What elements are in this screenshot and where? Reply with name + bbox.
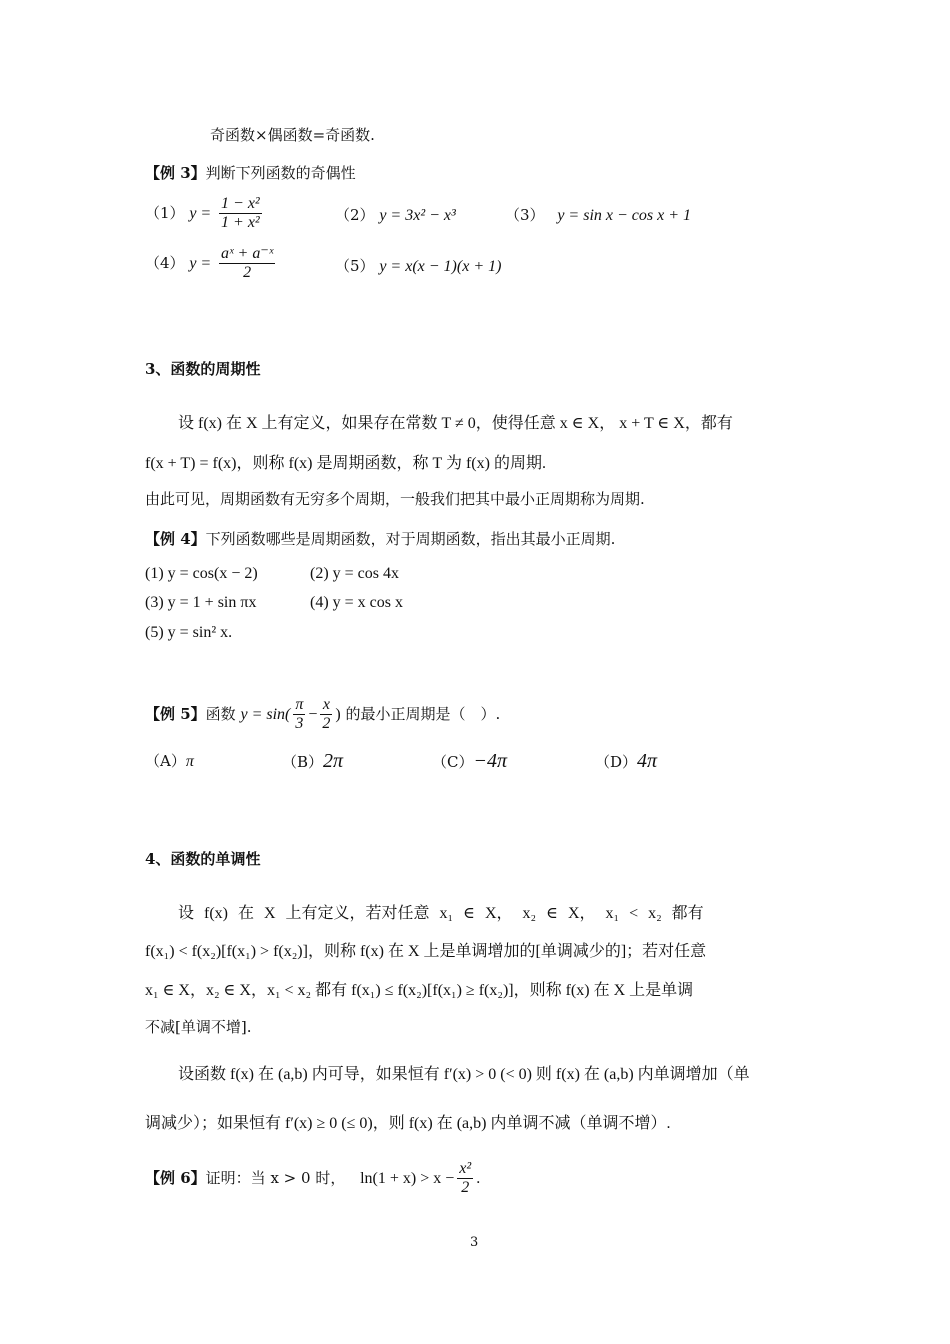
example-4-heading xyxy=(145,528,615,549)
intro-line: 奇函数×偶函数=奇函数. xyxy=(210,126,375,144)
example-4-item-2: (2) y = cos 4x xyxy=(310,565,400,582)
monotonicity-line-1: 设 f(x) 在 X 上有定义，若对任意 x₁ ∈ X， x₂ ∈ X， x₁ < x₂ 都有 xyxy=(178,905,704,922)
derivative-criterion-line-1: 设函数 f(x) 在 (a,b) 内可导，如果恒有 f′(x) > 0 (< 0) 则 f(x) 在 (a,b) 内单调增加（单 xyxy=(178,1066,750,1083)
example-4-prompt: 下列函数哪些是周期函数，对于周期函数，指出其最小正周期. xyxy=(205,530,616,548)
section-3-heading: 3、函数的周期性 xyxy=(145,360,261,378)
example-4-item-1: (1) y = cos(x − 2) xyxy=(145,565,258,582)
example-3-item-2: （2） y = 3x² − x³ xyxy=(335,206,456,224)
example-3-item-3: （3） y = sin x − cos x + 1 xyxy=(505,206,692,224)
monotonicity-line-3: x₁ ∈ X，x₂ ∈ X，x₁ < x₂ 都有 f(x₁) ≤ f(x₂)[f(x₁) ≥ f(x₂)]，则称 f(x) 在 X 上是单调 xyxy=(145,982,694,999)
page-number: 3 xyxy=(470,1235,479,1250)
fraction: $\frac{\text{aˣ + a⁻ˣ}}{2}$ xyxy=(221,245,274,282)
example-3-item-5: （5） y = x(x − 1)(x + 1) xyxy=(335,257,502,275)
example-3-item-1: （1） y = $\frac{\text{1 − x²}}{\text{1 + x²}}$ xyxy=(145,195,260,232)
derivative-criterion-line-2: 调减少）；如果恒有 f′(x) ≥ 0 (≤ 0)，则 f(x) 在 (a,b) 内单调不减（单调不增）. xyxy=(145,1115,671,1132)
example-4-item-5: (5) y = sin² x. xyxy=(145,624,233,641)
fraction: $\frac{\pi}{3}$ xyxy=(295,696,304,733)
example-4-label: 【例 4】 xyxy=(145,530,206,548)
example-5-label: 【例 5】 xyxy=(145,704,206,723)
option-a: （A）π xyxy=(145,752,194,770)
example-3-heading xyxy=(145,162,356,183)
monotonicity-line-4: 不减[单调不增]. xyxy=(145,1018,252,1036)
example-6-label: 【例 6】 xyxy=(145,1168,206,1187)
fraction: $\frac{\text{x²}}{2}$ xyxy=(459,1160,472,1197)
fraction: $\frac{\text{1 − x²}}{\text{1 + x²}}$ xyxy=(221,195,260,232)
monotonicity-line-2: f(x₁) < f(x₂)[f(x₁) > f(x₂)]，则称 f(x) 在 X 上是单调增加的[单调减少的]；若对任意 xyxy=(145,943,707,960)
section-4-heading: 4、函数的单调性 xyxy=(145,850,261,868)
example-3-item-4: （4） y = $\frac{\text{aˣ + a⁻ˣ}}{2}$ xyxy=(145,245,274,282)
periodicity-note: 由此可见，周期函数有无穷多个周期，一般我们把其中最小正周期称为周期. xyxy=(145,490,645,508)
example-4-item-3: (3) y = 1 + sin πx xyxy=(145,594,257,611)
option-d: （D）4π xyxy=(595,750,658,772)
periodicity-definition-line-2: f(x + T) = f(x)，则称 f(x) 是周期函数，称 T 为 f(x) 的周期. xyxy=(145,455,546,472)
option-b: （B）2π xyxy=(282,750,344,772)
example-3-prompt: 判断下列函数的奇偶性 xyxy=(205,164,356,182)
periodicity-definition-line-1: 设 f(x) 在 X 上有定义，如果存在常数 T ≠ 0，使得任意 x ∈ X， x + T ∈ X，都有 xyxy=(178,415,733,432)
example-5-heading: 【例 5】函数 y = sin( $\frac{\pi}{3}$ − $\frac{x}{2}$ ) 的最小正周期是（ ）. xyxy=(145,696,501,733)
fraction: $\frac{x}{2}$ xyxy=(322,696,331,733)
example-6-heading: 【例 6】证明：当 x > 0 时， ln(1 + x) > x − $\frac{\text{x²}}{2}$ . xyxy=(145,1160,481,1197)
example-4-item-4: (4) y = x cos x xyxy=(310,594,404,611)
option-c: （C）−4π xyxy=(432,750,507,772)
example-3-label: 【例 3】 xyxy=(145,164,206,182)
